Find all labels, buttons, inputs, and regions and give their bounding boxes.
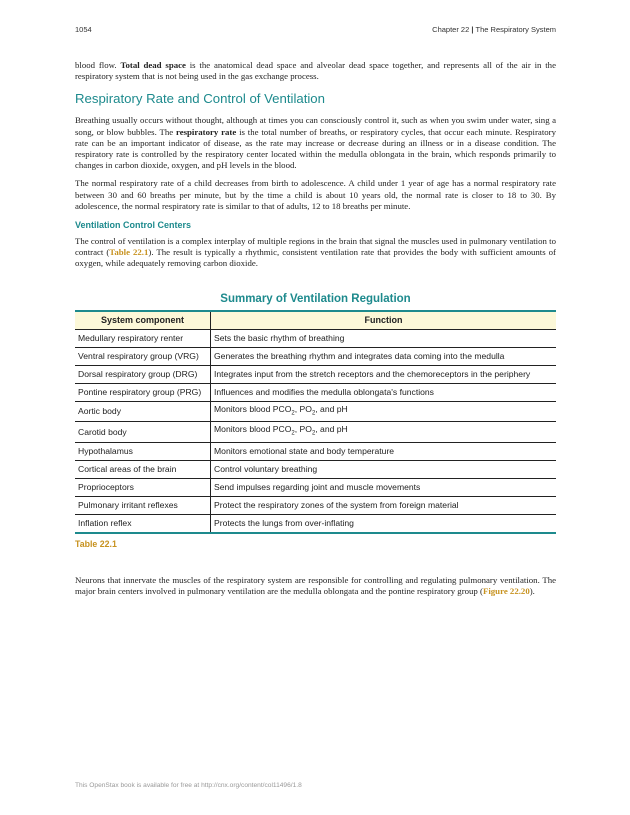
function-cell: Monitors emotional state and body temperature	[211, 443, 557, 461]
function-text: , PO	[294, 424, 312, 435]
function-cell	[211, 422, 557, 443]
component-cell: Dorsal respiratory group (DRG)	[75, 365, 211, 383]
component-cell: Hypothalamus	[75, 443, 211, 461]
component-cell: Ventral respiratory group (VRG)	[75, 347, 211, 365]
table-row	[75, 383, 556, 401]
term-respiratory-rate: respiratory rate	[175, 126, 237, 137]
subscript: 2	[311, 431, 316, 438]
table-row	[75, 479, 556, 497]
subsection-text-1: The control of ventilation is a complex interplay of multiple regions in the brain that signal the muscles used in pulmonary ventilation to contract (	[75, 236, 556, 258]
section-heading: Respiratory Rate and Control of Ventilation	[75, 91, 325, 107]
table-row	[75, 515, 556, 534]
table-title: Summary of Ventilation Regulation	[220, 292, 411, 305]
page-content	[75, 60, 556, 604]
component-cell: Inflation reflex	[78, 518, 132, 529]
function-text: Monitors blood PCO	[214, 424, 292, 435]
component-cell: Carotid body	[75, 422, 211, 443]
function-text: , PO	[294, 403, 312, 414]
table-row	[75, 422, 556, 443]
function-cell: Generates the breathing rhythm and integrates data coming into the medulla	[211, 347, 557, 365]
function-cell: Influences and modifies the medulla oblongata's functions	[211, 383, 557, 401]
table-row	[75, 497, 556, 515]
closing-text-2: ).	[529, 586, 535, 597]
function-cell: Integrates input from the stretch receptors and the chemoreceptors in the periphery	[211, 365, 557, 383]
intro-text-1: blood flow.	[75, 60, 121, 70]
table-row	[75, 461, 556, 479]
table-caption: Table 22.1	[75, 539, 117, 550]
component-cell: Aortic body	[75, 401, 211, 422]
section-p1-text-2: is the total number of breaths, or respiratory cycles, that occur each minute. Respiratory rate can be an important indicator of disease, as the rate may increase or decrease during an illness or in a disease condition. The respiratory rate is controlled by the respiratory center located within the medulla oblongata in the brain, which responds primarily to changes in carbon dioxide, oxygen, and pH levels in the blood.	[75, 126, 556, 171]
table-row	[75, 443, 556, 461]
function-cell: Sets the basic rhythm of breathing	[211, 329, 557, 347]
subscript: 2	[291, 410, 295, 417]
function-cell: Protects the lungs from over-inflating	[211, 515, 557, 534]
header-system-component: System component	[75, 311, 211, 330]
subsection-heading: Ventilation Control Centers	[75, 220, 192, 231]
table-row	[75, 365, 556, 383]
chapter-label: Chapter 22	[432, 25, 470, 34]
table-header-row	[75, 311, 556, 330]
function-text: , and pH	[315, 403, 348, 414]
function-cell: Control voluntary breathing	[211, 461, 557, 479]
function-cell	[211, 401, 557, 422]
ventilation-table	[75, 310, 556, 534]
function-text: Monitors blood PCO	[214, 403, 292, 414]
table-row	[75, 401, 556, 422]
intro-paragraph	[75, 60, 556, 82]
header-function: Function	[211, 311, 557, 330]
section-p1-text-1: Breathing usually occurs without thought, although at times you can consciously control it, such as when you swim under water, sing a song, or blow bubbles. The	[75, 115, 556, 137]
figure-reference-link[interactable]: Figure 22.20	[482, 586, 530, 597]
component-cell: Medullary respiratory renter	[75, 329, 211, 347]
page-footer: This OpenStax book is available for free at http://cnx.org/content/col11496/1.8	[75, 782, 302, 789]
page-number: 1054	[75, 25, 92, 34]
closing-text-1: Neurons that innervate the muscles of the respiratory system are responsible for controlling and regulating pulmonary ventilation. The major brain centers involved in pulmonary ventilation are the medulla oblongata and the pontine respiratory group (	[75, 575, 556, 597]
subsection-text-2: ). The result is typically a rhythmic, consistent ventilation rate that provides the body with sufficient amounts of oxygen, while adequately removing carbon dioxide.	[75, 247, 556, 269]
term-total-dead-space: Total dead space	[120, 60, 186, 70]
subsection-paragraph	[75, 236, 556, 270]
component-cell: Pulmonary irritant reflexes	[75, 497, 211, 515]
component-cell: Cortical areas of the brain	[75, 461, 211, 479]
table-row	[75, 329, 556, 347]
closing-paragraph	[75, 575, 556, 597]
section-paragraph-1	[75, 115, 556, 171]
running-head	[432, 25, 556, 34]
function-text: , and pH	[315, 424, 348, 435]
table-reference-link[interactable]: Table 22.1	[109, 247, 149, 258]
page-header	[75, 25, 556, 37]
intro-text-2: is the anatomical dead space and alveolar dead space together, and represents all of the air in the respiratory system that is not being used in the gas exchange process.	[75, 60, 556, 82]
header-separator: |	[469, 25, 476, 34]
component-cell: Proprioceptors	[75, 479, 211, 497]
subscript: 2	[311, 410, 316, 417]
table-row	[75, 347, 556, 365]
chapter-title: The Respiratory System	[475, 25, 556, 34]
section-paragraph-2: The normal respiratory rate of a child decreases from birth to adolescence. A child under 1 year of age has a normal respiratory rate between 30 and 60 breaths per minute, but by the time a child is about 10 years old, the normal rate is closer to 18 to 30. By adolescence, the normal respiratory rate is similar to that of adults, 12 to 18 breaths per minute.	[75, 178, 556, 211]
function-cell: Send impulses regarding joint and muscle movements	[211, 479, 557, 497]
component-cell: Pontine respiratory group (PRG)	[75, 383, 211, 401]
function-cell: Protect the respiratory zones of the system from foreign material	[211, 497, 557, 515]
subscript: 2	[291, 431, 295, 438]
